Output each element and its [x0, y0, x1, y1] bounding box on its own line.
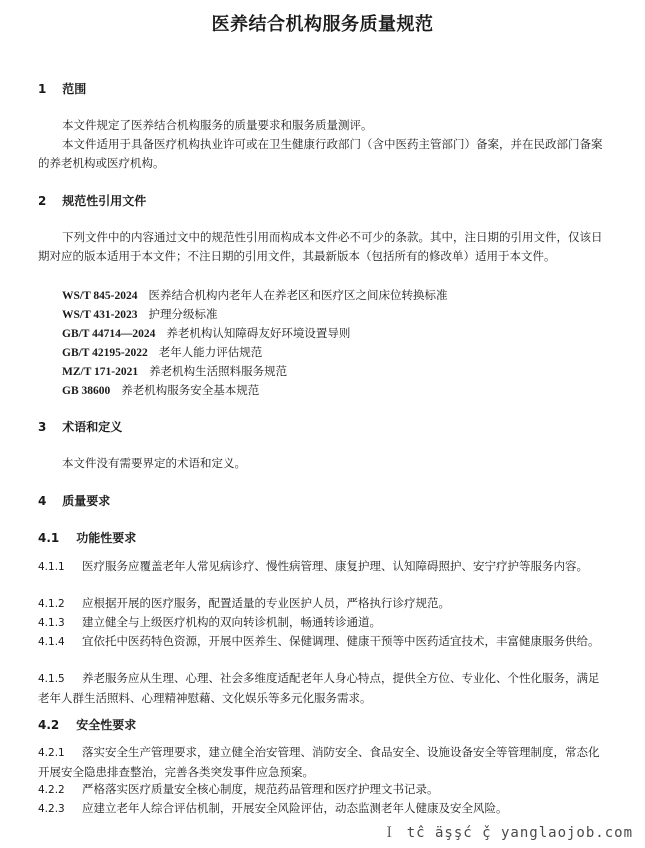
- reference-item: [62, 344, 262, 360]
- clause-item: [38, 669, 606, 708]
- clause-text: 应建立老年人综合评估机制，开展安全风险评估，动态监测老年人健康及安全风险。: [82, 801, 508, 815]
- section-number: 2: [38, 194, 47, 208]
- normative-paragraph: 下列文件中的内容通过文中的规范性引用而构成本文件必不可少的条款。其中，注日期的引用文件，仅该日期对应的版本适用于本文件；不注日期的引用文件，其最新版本（包括所有的修改单）适用于本文件。: [38, 230, 603, 263]
- page-title: 医养结合机构服务质量规范: [211, 14, 434, 35]
- reference-name: 养老机构生活照料服务规范: [149, 364, 288, 378]
- reference-item: [62, 382, 259, 398]
- clause-number: 4.2.2: [38, 784, 65, 796]
- clause-text: 落实安全生产管理要求，建立健全治安管理、消防安全、食品安全、设施设备安全等管理制度，常态化开展安全隐患排查整治，完善各类突发事件应急预案。: [38, 745, 600, 779]
- clause-number: 4.1.1: [38, 561, 65, 573]
- clause-item: [38, 613, 606, 633]
- scope-paragraph-1: 本文件规定了医养结合机构服务的质量要求和服务质量测评。: [62, 118, 373, 132]
- clause-text: 应根据开展的医疗服务，配置适量的专业医护人员，严格执行诊疗规范。: [82, 596, 450, 610]
- reference-name: 护理分级标准: [148, 307, 218, 321]
- section-number: 3: [38, 420, 47, 434]
- reference-name: 医养结合机构内老年人在养老区和医疗区之间床位转换标准: [148, 288, 448, 302]
- reference-code: WS/T 431-2023: [62, 309, 138, 321]
- clause-item: [38, 780, 606, 800]
- terms-paragraph: 本文件没有需要界定的术语和定义。: [62, 456, 246, 470]
- reference-item: [62, 287, 447, 303]
- subsection-title: 安全性要求: [76, 718, 137, 732]
- section-title: 规范性引用文件: [62, 194, 147, 208]
- clause-item: [38, 743, 606, 782]
- reference-name: 养老机构认知障碍友好环境设置导则: [166, 326, 351, 340]
- section-heading-normative: [38, 192, 146, 209]
- reference-code: GB 38600: [62, 385, 111, 397]
- section-title: 质量要求: [62, 494, 111, 508]
- reference-code: GB/T 44714—2024: [62, 328, 156, 340]
- clause-number: 4.1.2: [38, 598, 65, 610]
- clause-text: 宜依托中医药特色资源，开展中医养生、保健调理、健康干预等中医药适宜技术，丰富健康服务供给。: [82, 634, 600, 648]
- clause-text: 严格落实医疗质量安全核心制度，规范药品管理和医疗护理文书记录。: [82, 782, 439, 796]
- subsection-heading-safety: [38, 716, 136, 733]
- site-watermark: Ｉ tĉ äşşć ç̌ yanglaojob.com: [382, 825, 633, 841]
- section-heading-terms: [38, 418, 122, 435]
- clause-item: [38, 557, 606, 577]
- section-number: 1: [38, 82, 47, 96]
- clause-number: 4.2.3: [38, 803, 65, 815]
- section-number: 4: [38, 494, 47, 508]
- reference-item: [62, 306, 217, 322]
- scope-paragraph-2: 本文件适用于具备医疗机构执业许可或在卫生健康行政部门（含中医药主管部门）备案，并在民政部门备案的养老机构或医疗机构。: [38, 137, 603, 170]
- section-title: 范围: [62, 82, 87, 96]
- section-heading-quality: [38, 492, 110, 509]
- clause-item: [38, 799, 606, 819]
- reference-code: WS/T 845-2024: [62, 290, 138, 302]
- clause-number: 4.1.4: [38, 636, 65, 648]
- reference-name: 老年人能力评估规范: [158, 345, 263, 359]
- clause-number: 4.2.1: [38, 747, 65, 759]
- reference-name: 养老机构服务安全基本规范: [121, 383, 260, 397]
- section-heading-scope: [38, 80, 86, 97]
- clause-item: [38, 632, 606, 652]
- clause-item: [38, 594, 606, 614]
- clause-number: 4.1.5: [38, 673, 65, 685]
- section-title: 术语和定义: [62, 420, 123, 434]
- clause-number: 4.1.3: [38, 617, 65, 629]
- reference-item: [62, 363, 287, 379]
- reference-code: GB/T 42195-2022: [62, 347, 148, 359]
- reference-code: MZ/T 171-2021: [62, 366, 139, 378]
- subsection-title: 功能性要求: [76, 531, 137, 545]
- clause-text: 建立健全与上级医疗机构的双向转诊机制，畅通转诊通道。: [82, 615, 381, 629]
- subsection-heading-functional: [38, 529, 136, 546]
- clause-text: 医疗服务应覆盖老年人常见病诊疗、慢性病管理、康复护理、认知障碍照护、安宁疗护等服务内容。: [82, 559, 588, 573]
- subsection-number: 4.1: [38, 531, 60, 545]
- subsection-number: 4.2: [38, 718, 60, 732]
- clause-text: 养老服务应从生理、心理、社会多维度适配老年人身心特点，提供全方位、专业化、个性化服务，满足老年人群生活照料、心理精神慰藉、文化娱乐等多元化服务需求。: [38, 671, 600, 705]
- reference-item: [62, 325, 350, 341]
